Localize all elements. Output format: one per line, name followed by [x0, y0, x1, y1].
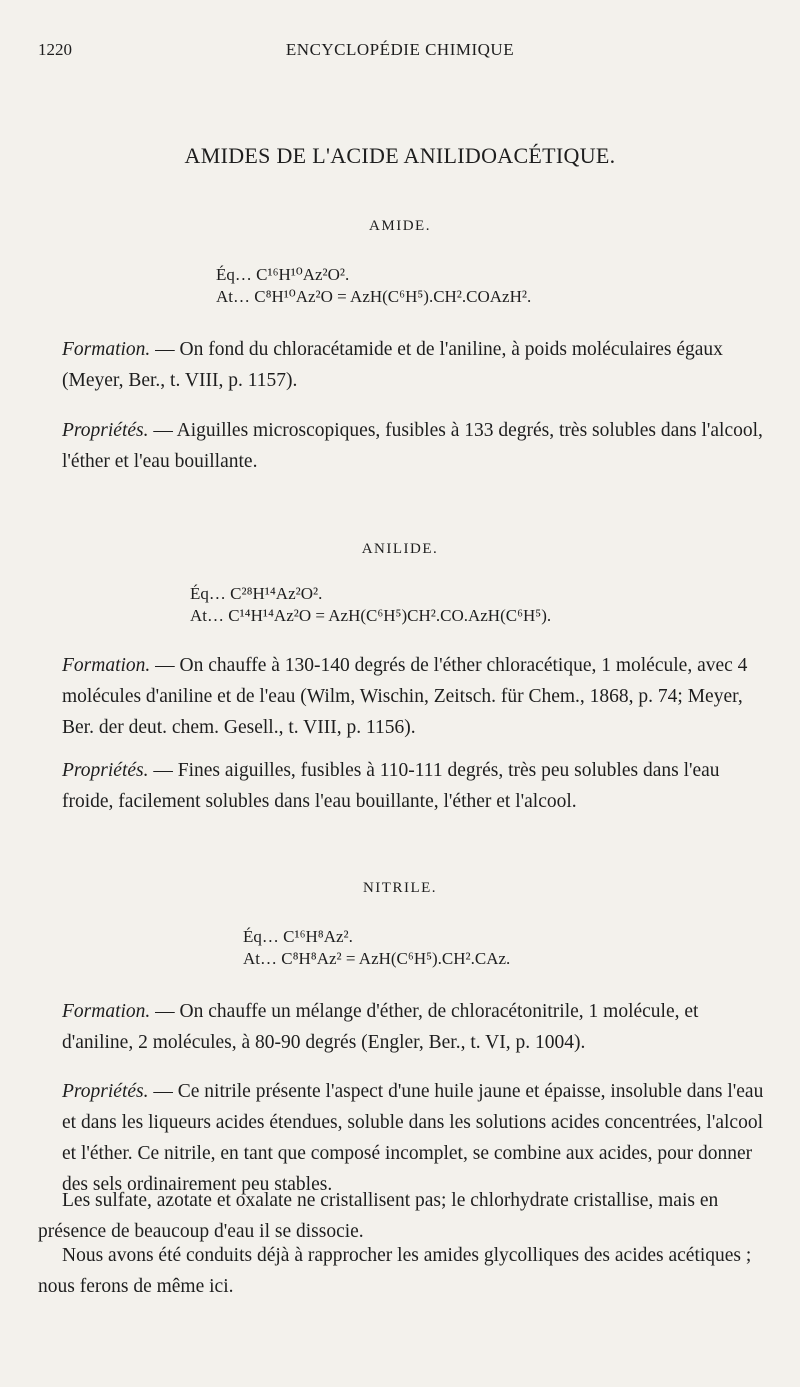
nitrile-paragraph-2: Les sulfate, azotate et oxalate ne cristallisent pas; le chlorhydrate cristallise, mais en présence de beaucoup d'eau il se dissocie.	[38, 1190, 719, 1242]
main-title: AMIDES DE L'ACIDE ANILIDOACÉTIQUE.	[184, 143, 616, 168]
anilide-eq-formula	[190, 584, 322, 604]
amide-eq-formula	[216, 265, 349, 285]
formation-text: — On fond du chloracétamide et de l'aniline, à poids moléculaires égaux (Meyer, Ber., t. VIII, p. 1157).	[62, 339, 723, 391]
formation-label: Formation.	[62, 339, 151, 360]
amide-at-formula	[216, 287, 531, 307]
proprietes-label: Propriétés.	[62, 420, 149, 441]
proprietes-text: — Aiguilles microscopiques, fusibles à 133 degrés, très solubles dans l'alcool, l'éther et l'eau bouillante.	[62, 420, 763, 472]
formation-text: — On chauffe un mélange d'éther, de chloracétonitrile, 1 molécule, et d'aniline, 2 molécules, à 80-90 degrés (Engler, Ber., t. VI, p. 1004).	[62, 1001, 699, 1053]
nitrile-eq-formula	[243, 927, 353, 947]
eq-prefix: Éq…	[243, 927, 279, 946]
at-prefix: At…	[243, 949, 277, 968]
section-heading-nitrile: NITRILE.	[362, 880, 438, 896]
proprietes-text: — Ce nitrile présente l'aspect d'une huile jaune et épaisse, insoluble dans l'eau et dans les liqueurs acides étendues, soluble dans les solutions acides concentrées, l'alcool et l'éther. Ce nitrile, en tant que composé incomplet, se combine aux acides, pour donner des sels ordinairement peu stables.	[62, 1081, 764, 1195]
nitrile-formation-paragraph	[62, 996, 766, 1058]
eq-prefix: Éq…	[190, 584, 226, 603]
eq-value: C¹⁶H¹⁰Az²O².	[256, 265, 350, 284]
formation-label: Formation.	[62, 1001, 151, 1022]
formation-label: Formation.	[62, 655, 151, 676]
at-value: C⁸H⁸Az² = AzH(C⁶H⁵).CH².CAz.	[281, 949, 511, 968]
anilide-proprietes-paragraph	[62, 755, 766, 817]
at-prefix: At…	[190, 606, 224, 625]
section-heading-amide: AMIDE.	[369, 218, 431, 234]
nitrile-proprietes-paragraph	[62, 1076, 766, 1200]
nitrile-paragraph-3: Nous avons été conduits déjà à rapprocher les amides glycolliques des acides acétiques ; nous ferons de même ici.	[38, 1245, 752, 1297]
at-value: C¹⁴H¹⁴Az²O = AzH(C⁶H⁵)CH².CO.AzH(C⁶H⁵).	[228, 606, 552, 625]
at-prefix: At…	[216, 287, 250, 306]
eq-prefix: Éq…	[216, 265, 252, 284]
eq-value: C²⁸H¹⁴Az²O².	[230, 584, 323, 603]
formation-text: — On chauffe à 130-140 degrés de l'éther chloracétique, 1 molécule, avec 4 molécules d'aniline et de l'eau (Wilm, Wischin, Zeitsch. für Chem., 1868, p. 74; Meyer, Ber. der deut. chem. Gesell., t. VIII, p. 1156).	[62, 655, 748, 738]
running-head	[38, 40, 762, 62]
amide-proprietes-paragraph	[62, 415, 766, 477]
anilide-at-formula	[190, 606, 551, 626]
proprietes-label: Propriétés.	[62, 760, 149, 781]
running-title: ENCYCLOPÉDIE CHIMIQUE	[285, 40, 515, 59]
anilide-formation-paragraph	[62, 650, 766, 743]
amide-formation-paragraph	[62, 334, 766, 396]
proprietes-label: Propriétés.	[62, 1081, 149, 1102]
proprietes-text: — Fines aiguilles, fusibles à 110-111 degrés, très peu solubles dans l'eau froide, facilement solubles dans l'eau bouillante, l'éther et l'alcool.	[62, 760, 720, 812]
page-number: 1220	[38, 40, 72, 59]
eq-value: C¹⁶H⁸Az².	[283, 927, 353, 946]
nitrile-at-formula	[243, 949, 510, 969]
at-value: C⁸H¹⁰Az²O = AzH(C⁶H⁵).CH².COAzH².	[254, 287, 532, 306]
section-heading-anilide: ANILIDE.	[361, 541, 439, 557]
